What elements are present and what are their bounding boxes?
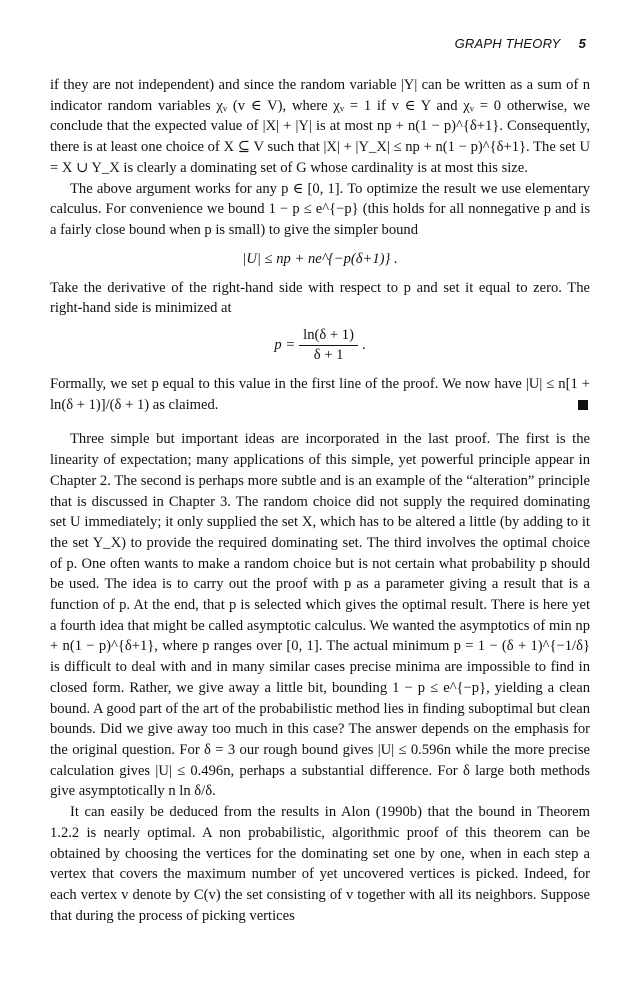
- qed-square-icon: [578, 400, 588, 410]
- paragraph-2: The above argument works for any p ∈ [0, 1]. To optimize the result we use elementary calculus. For convenience we bound 1 − p ≤ e^{−p} (this holds for all nonnegative p and is a fairly close bound when p is small) to give the simpler bound: [50, 180, 590, 238]
- paragraph-1: if they are not independent) and since the random variable |Y| can be written as a sum of n indicator random variables χᵥ (v ∈ V), where χᵥ = 1 if v ∈ Y and χᵥ = 0 otherwise, we conclude that the expected value of |X| + |Y| is at most np + n(1 − p)^{δ+1}. Consequently, there is at least one choice of X ⊆ V such that |X| + |Y_X| ≤ np + n(1 − p)^{δ+1}. The set U = X ∪ Y_X is clearly a dominating set of G whose cardinality is at most this size.: [50, 77, 590, 176]
- equation-optimal-p: [50, 327, 590, 364]
- equation-tail: .: [361, 337, 366, 354]
- running-header: [50, 36, 590, 51]
- section-title: GRAPH THEORY: [454, 36, 561, 51]
- fraction-numerator: ln(δ + 1): [299, 327, 358, 346]
- equation-bound: |U| ≤ np + ne^{−p(δ+1)} .: [242, 250, 398, 267]
- book-page: [50, 36, 590, 926]
- paragraph-4: Formally, we set p equal to this value in the first line of the proof. We now have |U| ≤ n[1 + ln(δ + 1)]/(δ + 1) as claimed.: [50, 376, 590, 413]
- paragraph-5: Three simple but important ideas are incorporated in the last proof. The first is the linearity of expectation; many applications of this simple, yet powerful principle appear in Chapter 2. The second is perhaps more subtle and is an example of the “alteration” principle that is discussed in Chapter 3. The random choice did not supply the required dominating set U immediately; it only supplied the set X, which has to be altered a little (by adding to it the set Y_X) to provide the required dominating set. The third involves the optimal choice of p. One often wants to make a random choice but is not certain what probability p should be used. The idea is to carry out the proof with p as a parameter giving a result that is a function of p. At the end, that p is selected which gives the optimal result. There is here yet a fourth idea that might be called asymptotic calculus. We wanted the asymptotics of min np + n(1 − p)^{δ+1}, where p ranges over [0, 1]. The actual minimum p = 1 − (δ + 1)^{−1/δ} is difficult to deal with and in many similar cases precise minima are impossible to find in closed form. Rather, we give away a little bit, bounding 1 − p ≤ e^{−p}, yielding a clean bound. A good part of the art of the probabilistic method lies in finding suboptimal but clean bounds. Did we give away too much in this case? The answer depends on the emphasis for the original question. For δ = 3 our rough bound gives |U| ≤ 0.596n while the more precise calculation gives |U| ≤ 0.496n, perhaps a substantial difference. For δ large both methods give asymptotically n ln δ/δ.: [50, 431, 590, 800]
- equation-lhs: p =: [274, 337, 296, 354]
- page-number: 5: [578, 36, 586, 51]
- fraction-denominator: δ + 1: [313, 347, 344, 364]
- fraction: [299, 327, 358, 364]
- paragraph-6: It can easily be deduced from the results in Alon (1990b) that the bound in Theorem 1.2.2 is nearly optimal. A non probabilistic, algorithmic proof of this theorem can be obtained by choosing the vertices for the dominating set one by one, when in each step a vertex that covers the maximum number of yet uncovered vertices is picked. Indeed, for each vertex v denote by C(v) the set consisting of v together with all its neighbors. Suppose that during the process of picking vertices: [50, 804, 590, 924]
- proof-end-row: [50, 374, 590, 415]
- section-gap: [50, 415, 590, 429]
- paragraph-3: Take the derivative of the right-hand side with respect to p and set it equal to zero. The right-hand side is minimized at: [50, 279, 590, 317]
